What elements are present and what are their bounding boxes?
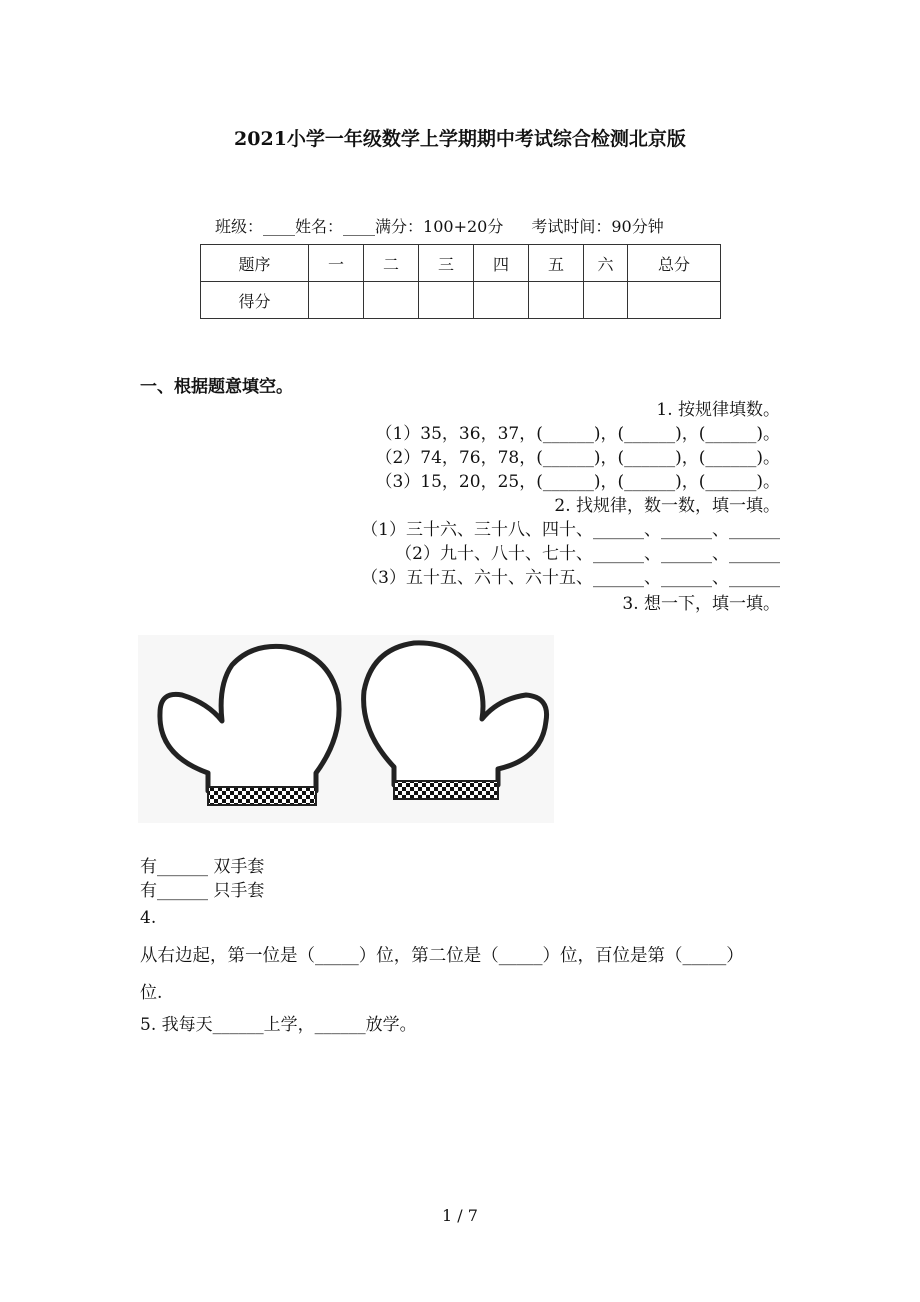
header-cell: 总分 [628, 245, 721, 282]
header-cell: 三 [419, 245, 474, 282]
score-cell[interactable] [309, 282, 364, 319]
q2-line-3: （3）五十五、六十、六十五、______、______、______ [361, 568, 780, 588]
page-title: 2021小学一年级数学上学期期中考试综合检测北京版 [234, 128, 686, 150]
score-row-label: 得分 [201, 282, 309, 319]
page-number: 1 / 7 [442, 1206, 478, 1225]
score-cell[interactable] [529, 282, 584, 319]
full-score: 满分：100+20分 [375, 217, 504, 236]
score-cell[interactable] [364, 282, 419, 319]
q2-line-1: （1）三十六、三十八、四十、______、______、______ [361, 520, 780, 540]
q3-title: 3. 想一下，填一填。 [622, 594, 780, 614]
q3-pairs-line: 有______ 双手套 [140, 857, 265, 877]
header-cell: 六 [584, 245, 628, 282]
q4-text: 从右边起，第一位是（_____）位，第二位是（_____）位，百位是第（_____） [140, 946, 744, 966]
header-cell: 四 [474, 245, 529, 282]
q2-title: 2. 找规律，数一数，填一填。 [554, 496, 780, 516]
header-cell: 五 [529, 245, 584, 282]
q2-line-2: （2）九十、八十、七十、______、______、______ [395, 544, 780, 564]
exam-meta [215, 214, 664, 237]
q4-text-cont: 位. [140, 983, 163, 1003]
q3-singles-line: 有______ 只手套 [140, 881, 265, 901]
q1-line-3: （3）15，20，25，(______)，(______)，(______)。 [375, 472, 780, 492]
score-table-score-row [201, 282, 721, 319]
section-heading: 一、根据题意填空。 [140, 377, 293, 397]
score-table-header-row [201, 245, 721, 282]
name-label: 姓名：____ [295, 217, 376, 236]
q5-text: 5. 我每天______上学，______放学。 [140, 1015, 417, 1035]
score-table [200, 244, 721, 319]
score-cell[interactable] [474, 282, 529, 319]
header-cell: 一 [309, 245, 364, 282]
header-cell: 二 [364, 245, 419, 282]
q1-title: 1. 按规律填数。 [656, 400, 780, 420]
q4-number: 4. [140, 908, 157, 928]
score-cell[interactable] [584, 282, 628, 319]
class-label: 班级：____ [215, 217, 296, 236]
mittens-image [138, 635, 554, 823]
q1-line-1: （1）35，36，37，(______)，(______)，(______)。 [375, 424, 780, 444]
header-cell: 题序 [201, 245, 309, 282]
score-cell[interactable] [419, 282, 474, 319]
exam-time: 考试时间：90分钟 [531, 217, 664, 236]
score-cell[interactable] [628, 282, 721, 319]
q1-line-2: （2）74，76，78，(______)，(______)，(______)。 [375, 448, 780, 468]
